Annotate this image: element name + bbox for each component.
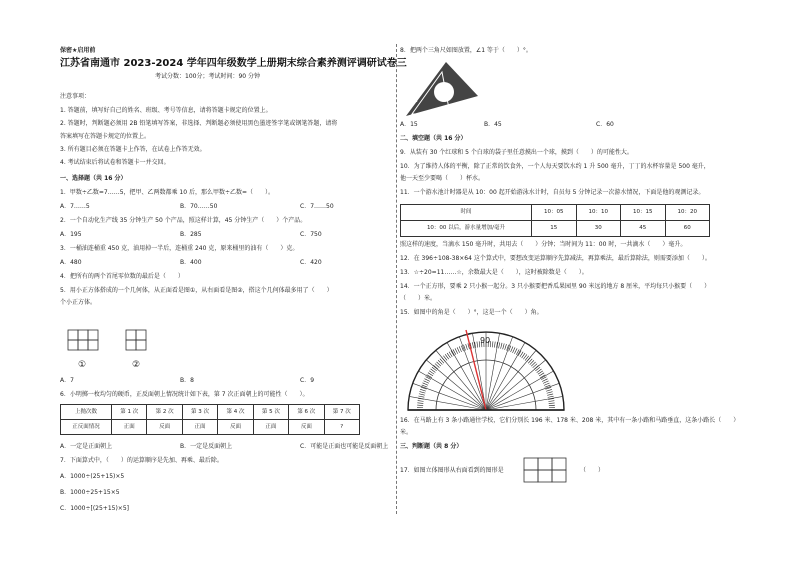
question-14: 14．一个正方形，要乘 2 只小猴一起分。3 只小猴要把香瓜果园里 90 米远的地方 8 厘米，平均每只小猴要（ ）: [400, 283, 711, 290]
table-header-cell: 时间: [401, 205, 532, 221]
question-11: 11．一个游水池计时器是从 10：00 起开始游泳水计时，自员每 5 分钟记录一次游水情况，下面是他的观测记录。: [400, 189, 705, 196]
table-header-cell: 第 5 次: [253, 405, 288, 420]
question-10-cont: 他一天至少要喝（ ）杯水。: [400, 175, 485, 182]
table-cell: 正反面情况: [61, 420, 112, 435]
table-cell: 正面: [253, 420, 288, 435]
table-cell: ?: [324, 420, 359, 435]
question-13: 13．☆÷20=11……☆，余数最大是（ ），这时被除数是（ ）。: [400, 269, 588, 276]
confidential-mark: 保密★启用前: [60, 47, 96, 54]
option: B．70……50: [180, 203, 218, 210]
option: C．420: [300, 259, 322, 266]
table-header-cell: 10：05: [532, 205, 577, 221]
section-title-judge: 三、判断题（共 8 分）: [400, 443, 463, 450]
question-14-cont: （ ）米。: [400, 295, 437, 302]
option: C．60: [596, 121, 614, 128]
table-cell: 反面: [218, 420, 253, 435]
protractor-label: 90: [480, 336, 491, 345]
option: B．1000÷25+15×5: [60, 489, 120, 496]
question-2: 2．一个自动化生产线 35 分钟生产 50 个产品，照这样计算，45 分钟生产（ ）个产品。: [60, 217, 307, 224]
question-3: 3．一桶油连桶重 450 克，油用掉一半后，连桶重 240 克，原来桶里的油有（ ）克。: [60, 245, 299, 252]
section-title-choice: 一、选择题（共 16 分）: [60, 175, 127, 182]
notes-heading: 注意事项：: [60, 93, 91, 100]
table-cell: 30: [576, 221, 621, 237]
note-line: 2. 答题时，判断题必须用 2B 铅笔填写答案，非选择、判断题必须使用黑色墨迹签字笔或钢笔答题，请将: [60, 120, 338, 127]
set-square-figure: [402, 56, 482, 122]
question-8: 8．把两个三角尺如图放置，∠1 等于（ ）°。: [400, 47, 532, 54]
table-header-cell: 上抛次数: [61, 405, 112, 420]
drip-table: [400, 204, 710, 237]
table-cell: 45: [621, 221, 666, 237]
table-header-cell: 10：15: [621, 205, 666, 221]
table-cell: 正面: [182, 420, 217, 435]
note-line: 1. 答题前，填写好自己的姓名、班级、考号等信息，请将答题卡规定的位置上。: [60, 107, 272, 114]
option: C．9: [300, 377, 315, 384]
section-title-fill: 二、填空题（共 16 分）: [400, 135, 467, 142]
table-header-cell: 第 2 次: [147, 405, 182, 420]
table-cell: 15: [532, 221, 577, 237]
figure-label-2: ②: [132, 360, 141, 370]
table-cell: 反面: [289, 420, 324, 435]
option: A．480: [60, 259, 82, 266]
table-header-cell: 第 1 次: [112, 405, 147, 420]
table-header-cell: 10：20: [665, 205, 710, 221]
note-line: 4. 考试结束后将试卷和答题卡一并交回。: [60, 159, 170, 166]
option: B．285: [180, 231, 202, 238]
option: B．400: [180, 259, 202, 266]
option: A．15: [400, 121, 418, 128]
grid-figure: [522, 456, 572, 486]
table-cell: 正面: [112, 420, 147, 435]
table-cell: 10：00 以后，游水量增加/毫升: [401, 221, 532, 237]
question-10: 10．为了维持人体的平衡，除了正常的饮食外，一个人每天要饮水约 1 升 500 毫升，丁丁的水杯容量是 500 毫升，: [400, 163, 710, 170]
question-4: 4．把所有的两个首尾零位数的最后是（ ）: [60, 273, 184, 280]
table-header-cell: 10：10: [576, 205, 621, 221]
question-12: 12．在 396÷108-38×64 这个算式中，要想改变运算顺序先算减法，再算乘法，最后算除法，则需要添加（ ）。: [400, 255, 711, 262]
option: C．1000÷[(25+15)×5]: [60, 505, 129, 512]
question-15: 15．如图中的角是（ ）°，这是一个（ ）角。: [400, 309, 543, 316]
cube-views-figure: [66, 328, 216, 374]
table-header-cell: 第 4 次: [218, 405, 253, 420]
note-line: 3. 所有题目必须在答题卡上作答，在试卷上作答无效。: [60, 146, 206, 153]
table-header-cell: 第 7 次: [324, 405, 359, 420]
note-line: 答案填写在答题卡规定的位置上。: [60, 133, 151, 140]
table-header-cell: 第 6 次: [289, 405, 324, 420]
option: C．7……50: [300, 203, 334, 210]
option: B．一定是反面朝上: [180, 443, 233, 450]
question-7: 7．下面算式中，（ ）的运算顺序是先加、再乘、最后除。: [60, 457, 223, 464]
figure-label-1: ①: [78, 360, 87, 370]
question-1: 1．甲数÷乙数=7……5，把甲、乙两数都乘 10 后，那么甲数÷乙数=（ ）。: [60, 189, 275, 196]
option: A．7: [60, 377, 74, 384]
column-divider: [396, 44, 397, 514]
question-6: 6．小明掷一枚均匀的硬币，正反面朝上情况统计如下表，第 7 次正面朝上的可能性（ ）。: [60, 391, 309, 398]
question-11-cont: 照这样的速度，当滴水 150 毫升时，共用去（ ）分钟；当时间为 11：00 时，一共滴水（ ）毫升。: [400, 241, 687, 248]
angle-label: 1: [414, 97, 418, 104]
question-16: 16．在马路上有 3 条小路通往学校，它们分别长 196 米、178 米、208 米，其中有一条小路和马路垂直，这条小路长（ ）: [400, 417, 740, 424]
table-cell: 60: [665, 221, 710, 237]
option: A．1000÷(25+15)×5: [60, 473, 125, 480]
option: A．195: [60, 231, 82, 238]
question-17-answer: （ ）: [580, 467, 605, 474]
exam-title: 江苏省南通市 2023-2024 学年四年级数学上册期末综合素养测评调研试卷三: [60, 58, 407, 69]
question-16-cont: 米。: [400, 429, 413, 436]
option: A．7……5: [60, 203, 90, 210]
question-5-cont: 个小正方体。: [60, 299, 97, 306]
table-header-cell: 第 3 次: [182, 405, 217, 420]
coin-toss-table: [60, 404, 360, 435]
question-9: 9．从装有 30 个红球和 5 个白球的袋子里任意摸出一个球，摸到（ ）的可能性大。: [400, 149, 633, 156]
option: B．45: [484, 121, 502, 128]
option: B．8: [180, 377, 194, 384]
question-5: 5．用小正方体搭成的一个几何体，从正面看是图①，从右面看是图②，搭这个几何体最多用了（ ）: [60, 287, 333, 294]
exam-meta: 考试分数：100分；考试时间：90 分钟: [155, 73, 260, 80]
question-17: 17．如图立体图形从右面看到的图形是: [400, 467, 504, 474]
table-cell: 反面: [147, 420, 182, 435]
option: A．一定是正面朝上: [60, 443, 113, 450]
option: C．750: [300, 231, 322, 238]
option: C．可能是正面也可能是反面朝上: [300, 443, 389, 450]
